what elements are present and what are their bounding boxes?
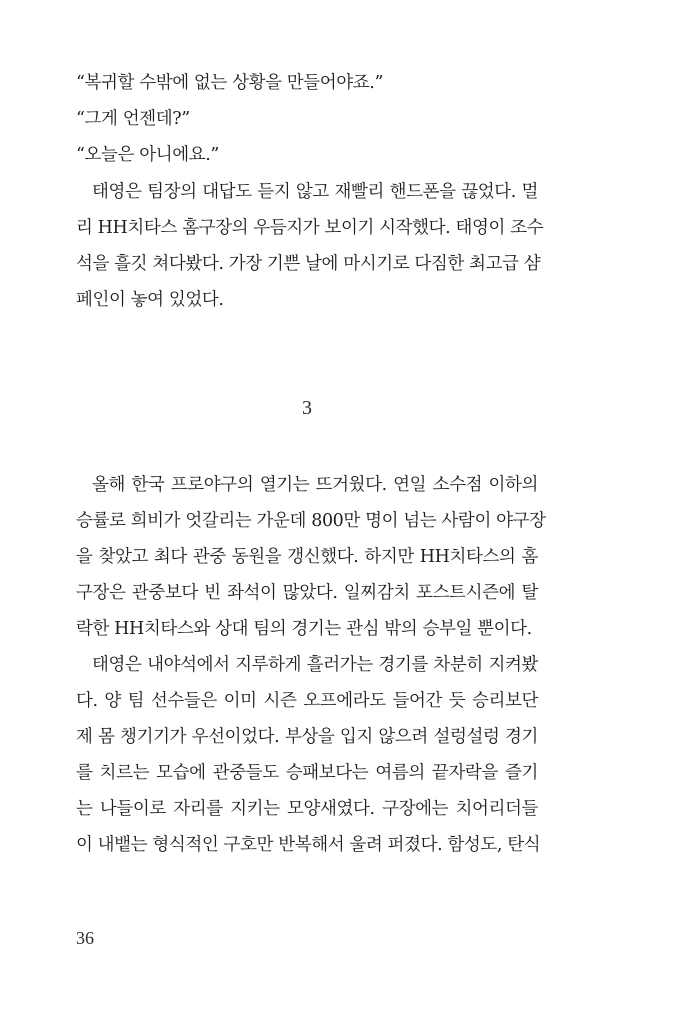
paragraph-line: 이 내뱉는 형식적인 구호만 반복해서 울려 퍼졌다. 함성도, 탄식 — [76, 835, 541, 855]
paragraph-line: 다. 양 팀 선수들은 이미 시즌 오프에라도 들어간 듯 승리보단 — [76, 691, 538, 711]
paragraph-line: 구장은 관중보다 빈 좌석이 많았다. 일찌감치 포스트시즌에 탈 — [76, 583, 538, 603]
paragraph-line: 태영은 팀장의 대답도 듣지 않고 재빨리 핸드폰을 끊었다. 멀 — [92, 182, 538, 202]
paragraph-line: 페인이 놓여 있었다. — [76, 290, 224, 310]
section-number: 3 — [302, 397, 312, 419]
dialogue-line: “오늘은 아니에요.” — [76, 145, 219, 165]
paragraph-line: 리 HH치타스 홈구장의 우듬지가 보이기 시작했다. 태영이 조수 — [76, 218, 544, 238]
dialogue-line: “복귀할 수밖에 없는 상황을 만들어야죠.” — [76, 73, 383, 93]
paragraph-line: 을 찾았고 최다 관중 동원을 갱신했다. 하지만 HH치타스의 홈 — [76, 547, 538, 567]
paragraph-line: 제 몸 챙기기가 우선이었다. 부상을 입지 않으려 설렁설렁 경기 — [76, 727, 538, 747]
paragraph-line: 석을 흘깃 쳐다봤다. 가장 기쁜 날에 마시기로 다짐한 최고급 샴 — [76, 254, 541, 274]
paragraph-line: 올해 한국 프로야구의 열기는 뜨거웠다. 연일 소수점 이하의 — [92, 475, 538, 495]
page-number: 36 — [76, 928, 94, 948]
dialogue-line: “그게 언젠데?” — [76, 109, 190, 129]
paragraph-line: 태영은 내야석에서 지루하게 흘러가는 경기를 차분히 지켜봤 — [92, 655, 538, 675]
paragraph-line: 는 나들이로 자리를 지키는 모양새였다. 구장에는 치어리더들 — [76, 799, 538, 819]
paragraph-line: 락한 HH치타스와 상대 팀의 경기는 관심 밖의 승부일 뿐이다. — [76, 619, 532, 639]
paragraph-line: 를 치르는 모습에 관중들도 승패보다는 여름의 끝자락을 즐기 — [76, 763, 538, 783]
paragraph-line: 승률로 희비가 엇갈리는 가운데 800만 명이 넘는 사람이 야구장 — [76, 511, 546, 531]
